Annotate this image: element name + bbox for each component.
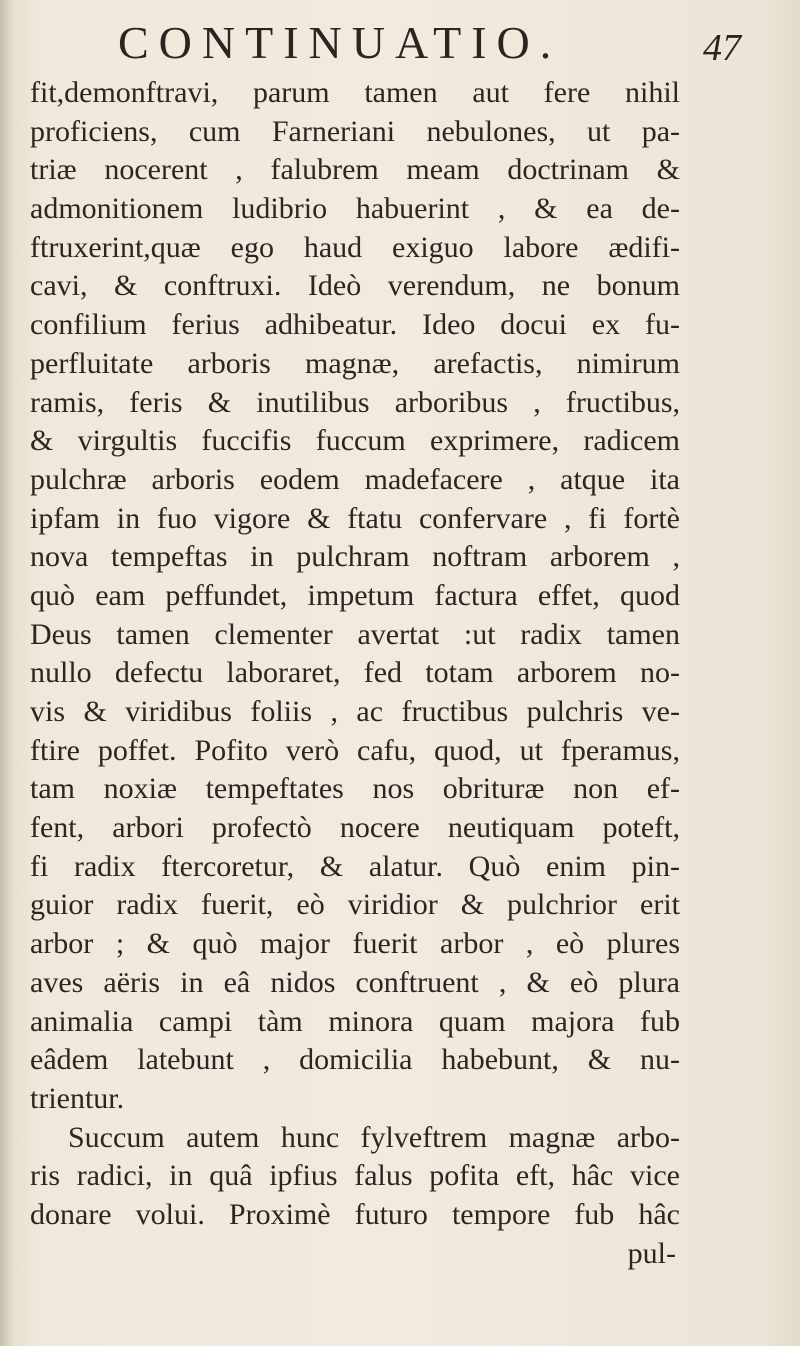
text-line: aves aëris in eâ nidos conftruent , & eò plura — [30, 965, 680, 999]
text-line: trientur. — [30, 1081, 125, 1115]
body-text — [30, 74, 680, 1273]
text-line: proficiens, cum Farneriani nebulones, ut pa- — [30, 114, 680, 148]
text-line: ftruxerint,quæ ego haud exiguo labore ædifi- — [30, 230, 680, 264]
text-line: cavi, & conftruxi. Ideò verendum, ne bonum — [30, 269, 680, 303]
page-header — [0, 16, 800, 76]
text-line: triæ nocerent , falubrem meam doctrinam & — [30, 153, 680, 187]
text-line: ris radici, in quâ ipfius falus pofita eft, hâc vice — [30, 1159, 680, 1193]
text-line: arbor ; & quò major fuerit arbor , eò plures — [30, 927, 680, 961]
spine-shadow — [0, 0, 14, 1346]
text-line: ftire poffet. Pofito verò cafu, quod, ut fperamus, — [30, 733, 680, 767]
text-line: Deus tamen clementer avertat :ut radix tamen — [30, 617, 680, 651]
text-line: donare volui. Proximè futuro tempore fub hâc — [30, 1197, 680, 1231]
text-line: fi radix ftercoretur, & alatur. Quò enim pin- — [30, 849, 680, 883]
text-line: fent, arbori profectò nocere neutiquam poteft, — [30, 811, 680, 845]
text-line: pulchræ arboris eodem madefacere , atque ita — [30, 462, 680, 496]
text-line: animalia campi tàm minora quam majora fub — [30, 1004, 680, 1038]
text-line: & virgultis fuccifis fuccum exprimere, radicem — [30, 424, 680, 458]
text-line: tam noxiæ tempeftates nos obrituræ non ef- — [30, 772, 680, 806]
text-line: confilium ferius adhibeatur. Ideo docui ex fu- — [30, 308, 680, 342]
text-line: eâdem latebunt , domicilia habebunt, & nu- — [30, 1043, 680, 1077]
text-line: admonitionem ludibrio habuerint , & ea de- — [30, 192, 680, 226]
running-head: CONTINUATIO. — [118, 17, 562, 68]
text-line: quò eam peffundet, impetum factura effet, quod — [30, 578, 680, 612]
text-line: ramis, feris & inutilibus arboribus , fructibus, — [30, 385, 680, 419]
text-line: vis & viridibus foliis , ac fructibus pulchris ve- — [30, 695, 680, 728]
text-line: perfluitate arboris magnæ, arefactis, nimirum — [30, 346, 680, 380]
text-line: nullo defectu laboraret, fed totam arborem no- — [30, 656, 680, 690]
text-line: fit,demonftravi, parum tamen aut fere nihil — [30, 76, 680, 109]
catchword: pul- — [627, 1236, 676, 1270]
text-line: ipfam in fuo vigore & ftatu confervare , fi fortè — [30, 501, 680, 535]
text-line: nova tempeftas in pulchram noftram arborem , — [30, 540, 680, 574]
text-line: guior radix fuerit, eò viridior & pulchrior erit — [30, 888, 680, 922]
paragraph-start-line: Succum autem hunc fylveftrem magnæ arbo- — [68, 1120, 680, 1154]
page-number: 47 — [703, 27, 741, 69]
